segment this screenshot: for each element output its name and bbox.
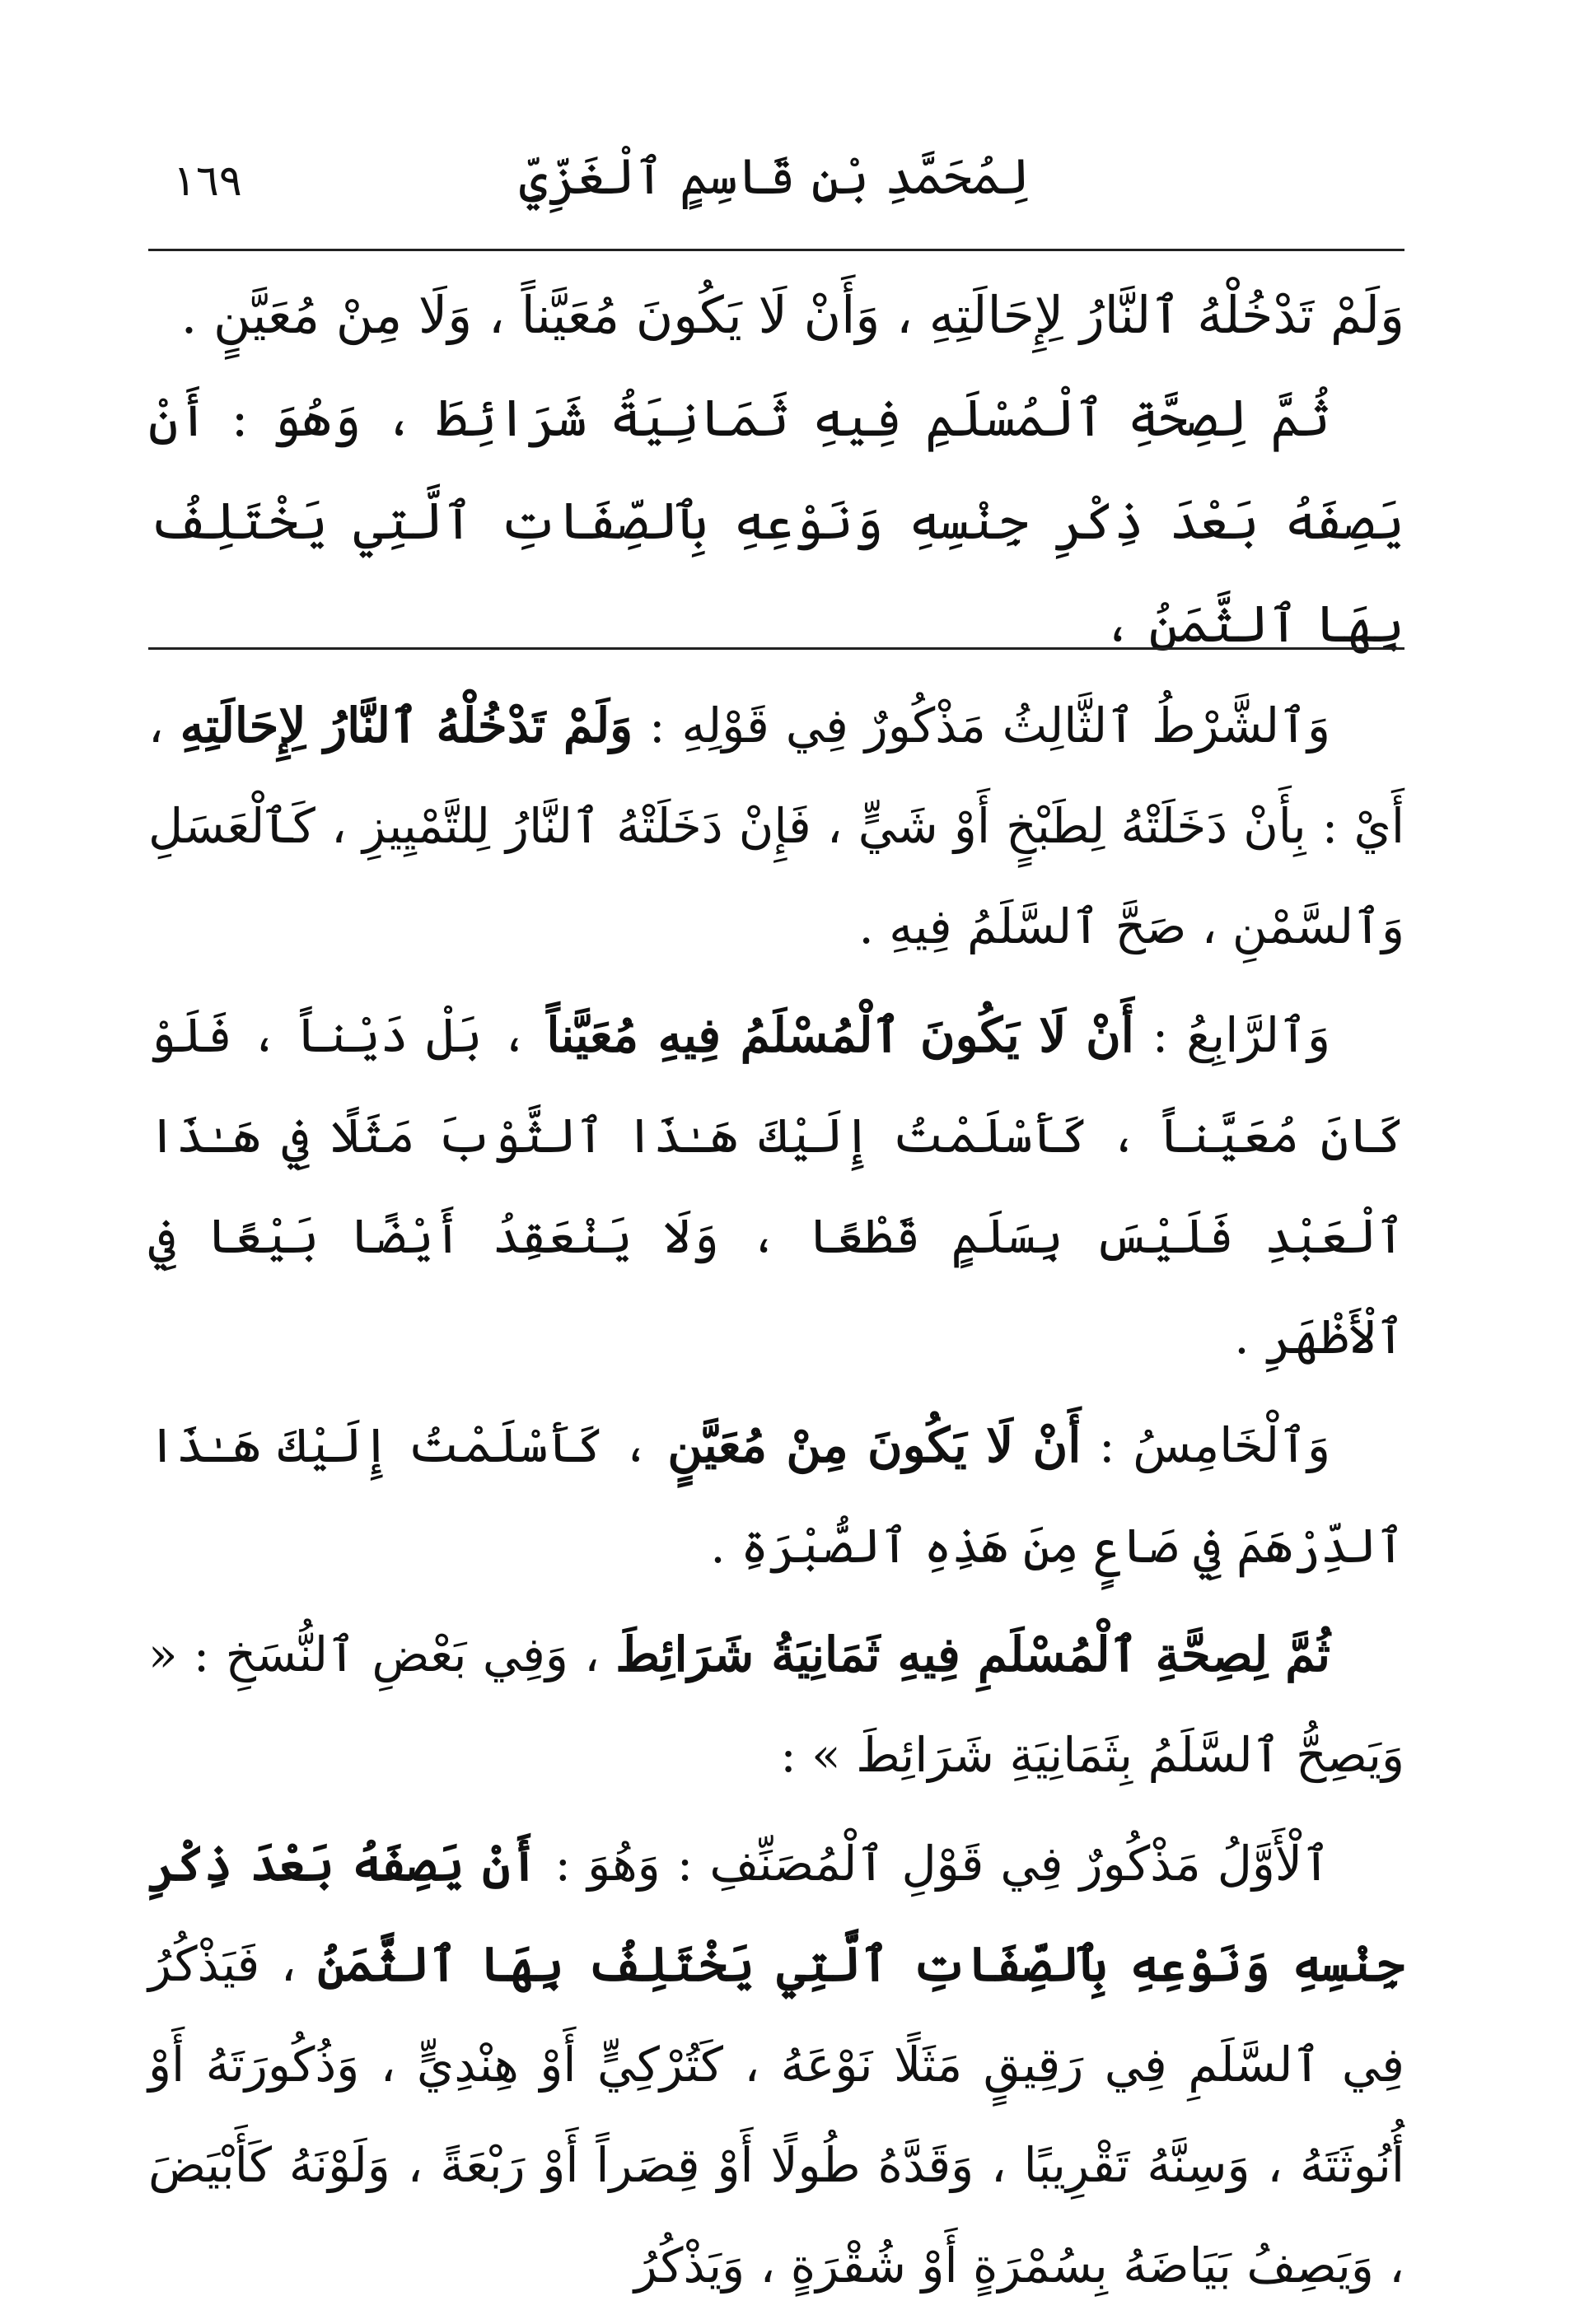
matn-text — [148, 264, 1404, 675]
commentary-paragraph — [148, 675, 1404, 977]
quoted-matn: وَلَمْ تَدْخُلْهُ ٱلنَّارُ لِإِحَالَتِهِ — [180, 698, 633, 754]
page-header — [148, 132, 1400, 231]
page-number: ١٦٩ — [173, 156, 242, 206]
commentary-paragraph — [148, 1395, 1404, 1596]
quoted-matn: أَنْ لَا يَكُونَ ٱلْمُسْلَمُ فِيهِ مُعَيَّناً — [546, 1007, 1134, 1063]
matn-line: وَلَمْ تَدْخُلْهُ ٱلنَّارُ لِإِحَالَتِهِ ، وَأَنْ لَا يَكُونَ مُعَيَّناً ، وَلَا مِنْ مُعَيَّنٍ . — [180, 285, 1404, 345]
header-divider — [148, 249, 1404, 251]
commentary-paragraph — [148, 985, 1404, 1387]
paragraph-text: وَٱلرَّابِعُ : — [1133, 1007, 1330, 1063]
quoted-matn: ثُمَّ لِصِحَّةِ ٱلْمُسْلَمِ فِيهِ ثَمَانِيَةُ شَرَائِطَ — [615, 1626, 1330, 1682]
commentary-text — [148, 675, 1404, 2324]
quoted-matn: أَنْ لَا يَكُونَ مِنْ مُعَيَّنٍ — [667, 1417, 1082, 1473]
paragraph-text: ، وَفِي بَعْضِ ٱلنُّسَخِ : « وَيَصِحُّ ٱلسَّلَمُ بِثَمَانِيَةِ شَرَائِطَ » : — [148, 1626, 1404, 1783]
paragraph-text: وَٱلشَّرْطُ ٱلثَّالِثُ مَذْكُورٌ فِي قَوْلِهِ : — [633, 698, 1331, 754]
commentary-paragraph — [148, 1604, 1404, 1805]
paragraph-text: ، كَأَسْلَمْتُ إِلَيْكَ هَـٰذَا ٱلدِّرْهَمَ فِي صَاعٍ مِنَ هَذِهِ ٱلصُّبْرَةِ . — [148, 1417, 1404, 1574]
paragraph-text: ، فَيَذْكُرُ فِي ٱلسَّلَمِ فِي رَقِيقٍ مَثَلًا نَوْعَهُ ، كَتُرْكِيٍّ أَوْ هِنْدِيٍّ ، وَذُكُورَتَهُ أَوْ أُنُوثَتَهُ ، وَسِنَّهُ تَقْرِيبًا ، وَقَدَّهُ طُولًا أَوْ قِصَراً أَوْ رَبْعَةً ، وَلَوْنَهُ كَأَبْيَضَ ، وَيَصِفُ بَيَاضَهُ بِسُمْرَةٍ أَوْ شُقْرَةٍ ، وَيَذْكُرُ — [148, 1936, 1404, 2294]
quoted-matn: أَنْ يَصِفَهُ بَعْدَ ذِكْرِ جِنْسِهِ وَنَوْعِهِ بِٱلصِّفَاتِ ٱلَّتِي يَخْتَلِفُ بِهَا ٱلثَّمَنُ — [148, 1836, 1404, 1992]
commentary-paragraph — [148, 1813, 1404, 2316]
paragraph-text: ٱلْأَوَّلُ مَذْكُورٌ فِي قَوْلِ ٱلْمُصَنِّفِ : وَهُوَ : — [538, 1836, 1330, 1892]
running-head: لِمُحَمَّدِ بْنِ قَاسِمٍ ٱلْغَزِّيِّ — [519, 148, 1030, 206]
paragraph-text: ، أَيْ : بِأَنْ دَخَلَتْهُ لِطَبْخٍ أَوْ شَيٍّ ، فَإِنْ دَخَلَتْهُ ٱلنَّارُ لِلتَّمْيِيزِ ، كَٱلْعَسَلِ وَٱلسَّمْنِ ، صَحَّ ٱلسَّلَمُ فِيهِ . — [148, 698, 1404, 954]
matn-paragraph: ثُمَّ لِصِحَّةِ ٱلْمُسْلَمِ فِيهِ ثَمَانِيَةُ شَرَائِطَ ، وَهُوَ : أَنْ يَصِفَهُ بَعْدَ ذِكْرِ جِنْسِهِ وَنَوْعِهِ بِٱلصِّفَاتِ ٱلَّتِي يَخْتَلِفُ بِهَا ٱلثَّمَنُ ، — [148, 388, 1404, 654]
paragraph-text: ، بَلْ دَيْناً ، فَلَوْ كَانَ مُعَيَّناً ، كَأَسْلَمْتُ إِلَيْكَ هَـٰذَا ٱلثَّوْبَ مَثَلًا فِي هَـٰذَا ٱلْعَبْدِ فَلَيْسَ بِسَلَمٍ قَطْعًا ، وَلَا يَنْعَقِدُ أَيْضًا بَيْعًا فِي ٱلْأَظْهَرِ . — [148, 1007, 1404, 1365]
paragraph-text: وَٱلْخَامِسُ : — [1081, 1417, 1330, 1473]
matn-commentary-divider — [148, 647, 1404, 650]
